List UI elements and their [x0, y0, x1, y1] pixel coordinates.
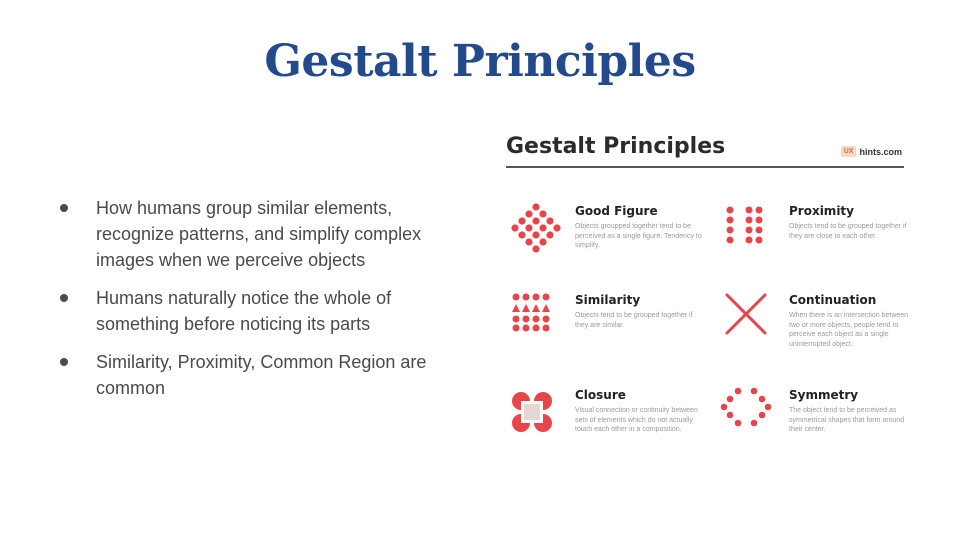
principle-card-good-figure [506, 202, 706, 282]
bullet-dot-icon [60, 294, 68, 302]
bullet-item [58, 195, 458, 273]
principle-card-symmetry [720, 386, 920, 466]
principle-desc: The object tend to be perceived as symmetrical shapes that form around their center. [789, 407, 905, 433]
principle-name: Closure [575, 388, 626, 402]
bullet-dot-icon [60, 358, 68, 366]
dot-columns-icon [720, 202, 780, 262]
brand-logo [841, 146, 902, 157]
principle-card-proximity [720, 202, 920, 282]
principle-desc: Objects tend to be grouped together if they are similar. [575, 312, 693, 329]
principle-card-similarity [506, 291, 706, 371]
principle-desc: Objects tend to be grouped together if they are close to each other. [789, 223, 907, 240]
symmetric-dots-icon [720, 386, 780, 446]
closure-shape-icon [506, 386, 566, 446]
title-divider [506, 166, 904, 168]
principle-name: Continuation [789, 293, 877, 307]
principle-name: Symmetry [789, 388, 859, 402]
brand-text: hints.com [859, 146, 902, 157]
bullet-item [58, 349, 458, 401]
principle-desc: Objects groupped together tend to be perceived as a single figure. Tendency to simplify. [575, 223, 702, 249]
principle-name: Similarity [575, 293, 641, 307]
bullet-text: How humans group similar elements, recognize patterns, and simplify complex images when we perceive objects [96, 198, 422, 270]
principle-card-closure [506, 386, 706, 466]
principle-card-continuation [720, 291, 920, 371]
shape-rows-icon [506, 291, 566, 351]
principle-desc: When there is an intersection between two or more objects, people tend to perceive each object as a single uninterrupted object. [789, 312, 909, 348]
bullet-text: Humans naturally notice the whole of something before noticing its parts [96, 288, 392, 334]
principle-name: Proximity [789, 204, 854, 218]
principle-desc: Visual connection or continuity between sets of elements which do not actually touch each other in a composition. [575, 407, 698, 433]
diamond-dots-icon [506, 202, 566, 262]
infographic-title: Gestalt Principles [506, 134, 726, 159]
brand-badge: UX [841, 146, 857, 157]
principle-name: Good Figure [575, 204, 658, 218]
bullet-list [58, 195, 458, 413]
bullet-text: Similarity, Proximity, Common Region are common [96, 352, 427, 398]
bullet-item [58, 285, 458, 337]
bullet-dot-icon [60, 204, 68, 212]
cross-lines-icon [720, 291, 780, 351]
slide-title: Gestalt Principles [264, 36, 696, 87]
gestalt-infographic [500, 128, 910, 468]
